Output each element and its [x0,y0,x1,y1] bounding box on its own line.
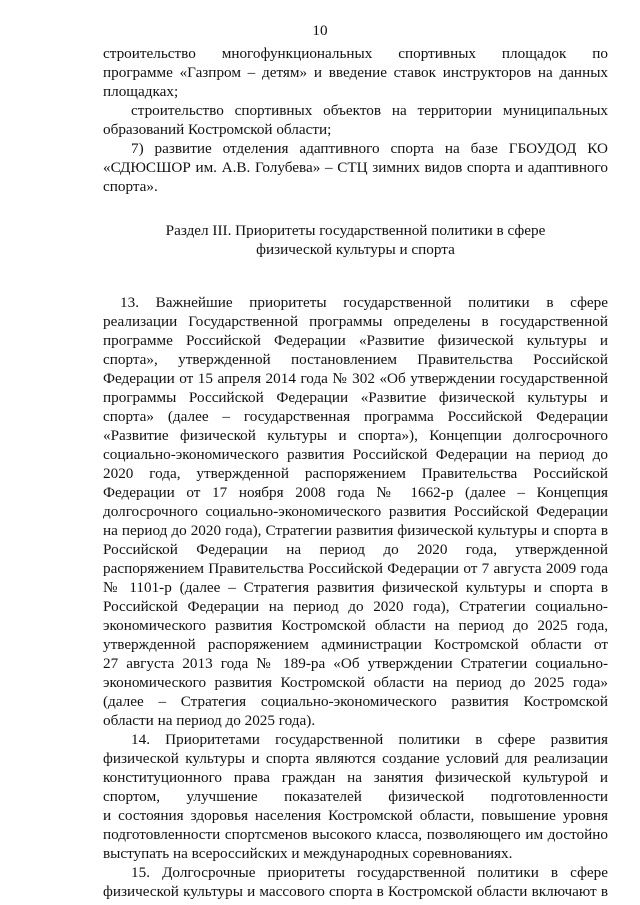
text-line: распоряжением Правительства Российской Федерации от 7 августа 2009 года [103,560,608,577]
text-line: долгосрочного социально-экономического развития Российской Федерации [103,503,608,520]
text-line: спорта» (далее – государственная программа Российской Федерации [103,408,608,425]
text-line: на период до 2020 года), Стратегии развития физической культуры и спорта в [103,522,608,539]
text-line: спорта», утвержденной постановлением Правительства Российской [103,351,608,368]
text-line: 14. Приоритетами государственной политики в сфере развития [131,731,608,748]
text-line: спорта». [103,178,158,195]
text-line: 2020 года, утвержденной распоряжением Правительства Российской [103,465,608,482]
text-line: (далее – Стратегия социально-экономического развития Костромской [103,693,608,710]
text-line: 7) развитие отделения адаптивного спорта на базе ГБОУДОД КО [131,140,608,157]
text-line: утвержденной распоряжением администрации Костромской области от [103,636,608,653]
text-line: Российской Федерации на период до 2020 года), Стратегии социально- [103,598,608,615]
text-line: строительство спортивных объектов на территории муниципальных [131,102,608,119]
text-line: Федерации от 15 апреля 2014 года № 302 «Об утверждении государственной [103,370,608,387]
text-line: выступать на всероссийских и международных соревнованиях. [103,845,513,862]
text-line: образований Костромской области; [103,121,332,138]
section-heading-line: Раздел III. Приоритеты государственной политики в сфере [165,222,546,239]
text-line: реализации Государственной программы определены в государственной [103,313,608,330]
page-number: 10 [312,22,328,39]
text-line: «Развитие физической культуры и спорта»), Концепции долгосрочного [103,427,608,444]
text-line: физической культуры и массового спорта в Костромской области включают в [103,883,608,900]
text-line: 27 августа 2013 года № 189-ра «Об утверждении Стратегии социально- [103,655,608,672]
text-line: программе «Газпром – детям» и введение ставок инструкторов на данных [103,64,608,81]
text-line: № 1101-р (далее – Стратегия развития физической культуры и спорта в [103,579,608,596]
text-line: Российской Федерации на период до 2020 года, утвержденной [103,541,608,558]
text-line: физической культуры и спорта являются создание условий для реализации [103,750,608,767]
text-line: «СДЮСШОР им. А.В. Голубева» – СТЦ зимних видов спорта и адаптивного [103,159,608,176]
text-line: программы Российской Федерации «Развитие физической культуры и [103,389,608,406]
text-line: спортом, улучшение показателей физической подготовленности [103,788,608,805]
section-heading-line: физической культуры и спорта [256,241,455,258]
text-line: экономического развития Костромской области на период до 2025 года, [103,617,608,634]
text-line: подготовленности спортсменов высокого класса, позволяющего им достойно [103,826,608,843]
text-line: 15. Долгосрочные приоритеты государственной политики в сфере [131,864,608,881]
text-line: области на период до 2025 года). [103,712,316,729]
text-line: строительство многофункциональных спортивных площадок по [103,45,608,62]
text-line: Федерации от 17 ноября 2008 года № 1662-р (далее – Концепция [103,484,608,501]
text-line: экономического развития Костромской области на период до 2025 года» [103,674,608,691]
text-line: программе Российской Федерации «Развитие физической культуры и [103,332,608,349]
text-line: конституционного права граждан на занятия физической культурой и [103,769,608,786]
text-line: и состояния здоровья населения Костромской области, повышение уровня [103,807,608,824]
text-line: 13. Важнейшие приоритеты государственной политики в сфере [120,294,608,311]
text-line: площадках; [103,83,179,100]
text-line: социально-экономического развития Российской Федерации на период до [103,446,608,463]
